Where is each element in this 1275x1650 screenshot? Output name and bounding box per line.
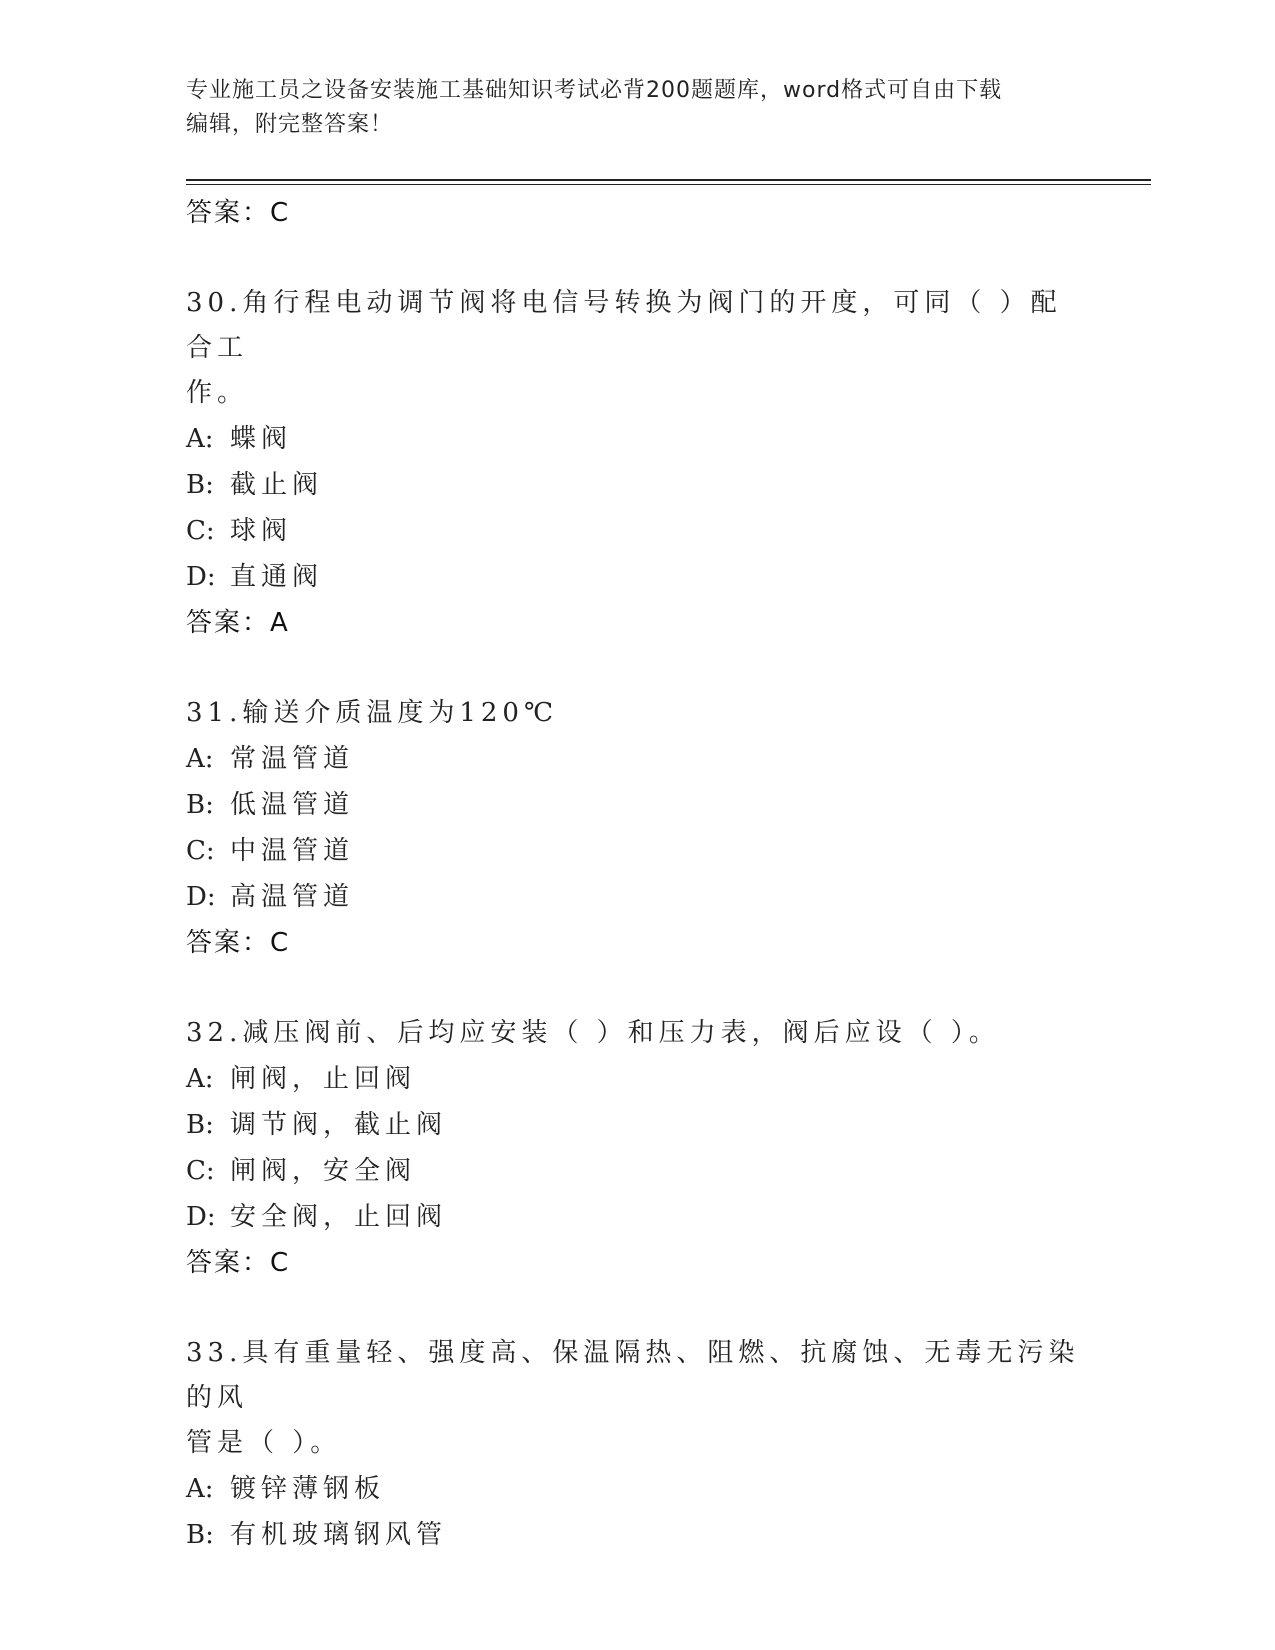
question-31-option-a: A: 常温管道	[186, 744, 355, 774]
document-header	[186, 74, 1066, 142]
question-31-option-c: C: 中温管道	[186, 836, 355, 866]
header-line-2: 编辑，附完整答案！	[186, 112, 394, 137]
answer-30: 答案：A	[186, 608, 290, 638]
question-30-option-b: B: 截止阀	[186, 470, 324, 500]
question-30-option-d: D: 直通阀	[186, 562, 324, 592]
question-30-option-a: A: 蝶阀	[186, 424, 293, 454]
question-31-option-b: B: 低温管道	[186, 790, 355, 820]
question-32-option-c: C: 闸阀，安全阀	[186, 1156, 417, 1186]
question-30-stem-line-1: 30.角行程电动调节阀将电信号转换为阀门的开度，可同（ ）配合工	[186, 288, 1062, 363]
question-33-option-b: B: 有机玻璃钢风管	[186, 1520, 448, 1550]
question-32-option-b: B: 调节阀，截止阀	[186, 1110, 448, 1140]
question-list	[186, 190, 1086, 1558]
answer-32: 答案：C	[186, 1248, 291, 1278]
question-31-stem-line-1: 31.输送介质温度为120℃	[186, 698, 559, 728]
header-line-1: 专业施工员之设备安装施工基础知识考试必背200题题库，word格式可自由下载	[186, 78, 1003, 103]
question-32-option-a: A: 闸阀，止回阀	[186, 1064, 417, 1094]
question-33-stem-line-2: 管是（ ）。	[186, 1428, 342, 1458]
question-33	[186, 1331, 1086, 1558]
header-divider-thick	[186, 179, 1151, 181]
question-30-stem-line-2: 作。	[186, 378, 249, 408]
question-33-option-a: A: 镀锌薄钢板	[186, 1474, 386, 1504]
header-divider-thin	[186, 184, 1151, 185]
answer-29: 答案：C	[186, 198, 291, 228]
question-30	[186, 281, 1086, 646]
question-31-option-d: D: 高温管道	[186, 882, 355, 912]
question-33-stem-line-1: 33.具有重量轻、强度高、保温隔热、阻燃、抗腐蚀、无毒无污染的风	[186, 1338, 1080, 1413]
answer-31: 答案：C	[186, 928, 291, 958]
question-32-stem-line-1: 32.减压阀前、后均应安装（ ）和压力表，阀后应设（ ）。	[186, 1018, 1000, 1048]
question-32-option-d: D: 安全阀，止回阀	[186, 1202, 448, 1232]
question-31	[186, 691, 1086, 966]
question-32	[186, 1011, 1086, 1286]
question-30-option-c: C: 球阀	[186, 516, 293, 546]
